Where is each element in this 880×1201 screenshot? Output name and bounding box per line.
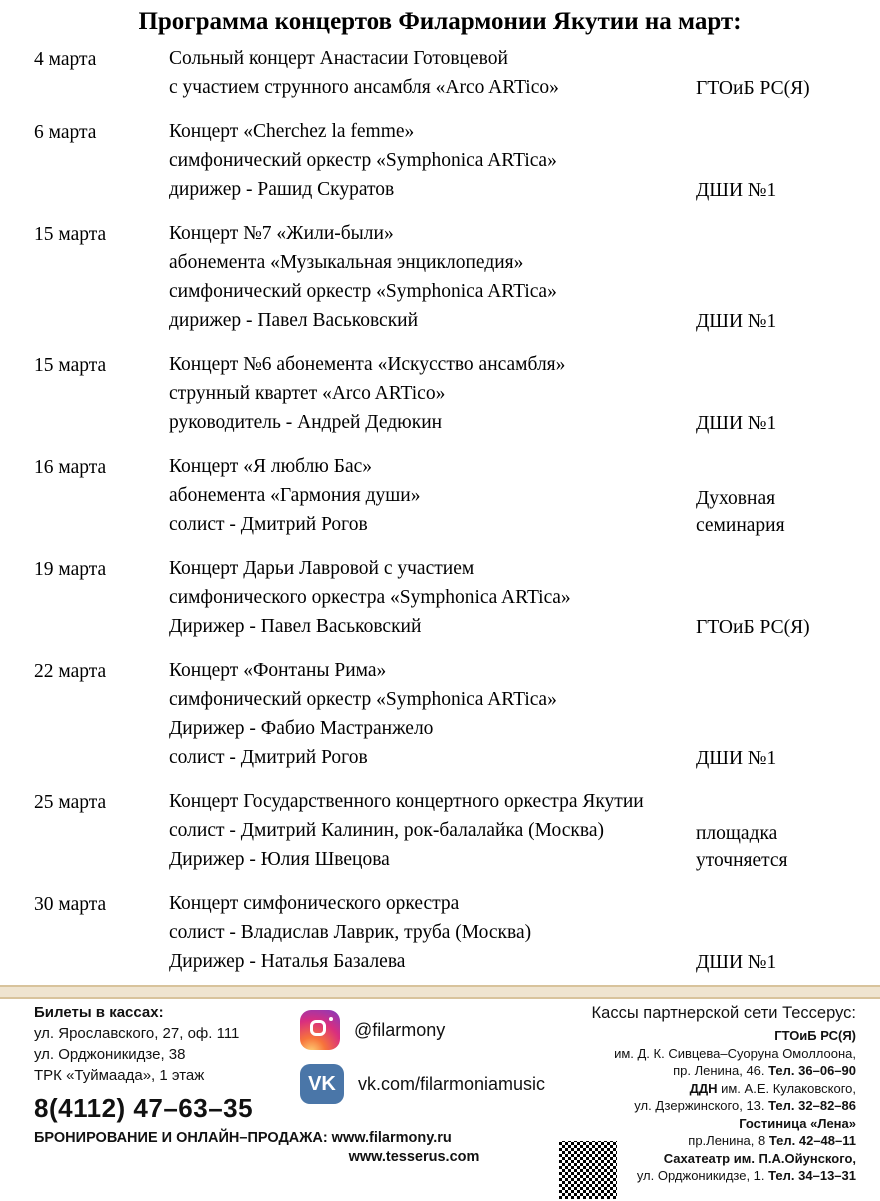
event-line: с участием струнного ансамбля «Arco ARTico»	[169, 77, 559, 98]
vk-icon[interactable]: VK	[300, 1064, 344, 1104]
instagram-icon[interactable]	[300, 1010, 340, 1050]
instagram-handle[interactable]: @filarmony	[354, 1019, 446, 1040]
event-venue	[694, 745, 846, 772]
event-row	[34, 452, 846, 539]
partner-address-text: ул. Орджоникидзе, 1.	[636, 1168, 765, 1183]
booking-line[interactable]: БРОНИРОВАНИЕ И ОНЛАЙН–ПРОДАЖА: www.filarmony.ru	[34, 1130, 452, 1146]
partner-phone[interactable]: Тел. 32–82–86	[768, 1098, 856, 1113]
page-title: Программа концертов Филармонии Якутии на март:	[138, 8, 742, 35]
event-line: Концерт «Cherchez la femme»	[169, 121, 415, 142]
partner-address-text: ул. Дзержинского, 13.	[634, 1098, 765, 1113]
tesserus-site[interactable]: www.tesserus.com	[348, 1149, 480, 1165]
event-date: 15 марта	[34, 355, 107, 376]
event-date: 22 марта	[34, 661, 107, 682]
event-date: 30 марта	[34, 894, 107, 915]
partner-sub: им. А.Е. Кулаковского,	[721, 1080, 856, 1096]
partner-address	[526, 1062, 856, 1080]
box-office-address-1: ул. Ярославского, 27, оф. 111	[34, 1025, 240, 1042]
event-venue	[694, 949, 846, 976]
event-row	[34, 219, 846, 335]
event-line: абонемента «Гармония души»	[169, 485, 421, 506]
event-line: симфонического оркестра «Symphonica ARTica»	[169, 587, 571, 608]
event-row	[34, 656, 846, 772]
qr-code-icon[interactable]	[557, 1139, 619, 1201]
event-date: 15 марта	[34, 224, 107, 245]
event-line: симфонический оркестр «Symphonica ARTica»	[169, 689, 557, 710]
partner-address-text: пр. Ленина, 46.	[673, 1063, 765, 1078]
box-office-address-2: ул. Орджоникидзе, 38	[34, 1046, 186, 1063]
partner-name: Сахатеатр	[663, 1150, 731, 1166]
partner-sub: им. П.А.Ойунского,	[733, 1150, 856, 1166]
event-line: Дирижер - Фабио Мастранжело	[169, 718, 434, 739]
partner-address	[526, 1097, 856, 1115]
venue-line: Духовная	[696, 488, 776, 509]
event-row	[34, 117, 846, 204]
event-line: симфонический оркестр «Symphonica ARTica»	[169, 150, 557, 171]
partner-sub: им. Д. К. Сивцева–Суоруна Омоллоона,	[614, 1045, 856, 1061]
event-venue	[694, 410, 846, 437]
event-line: Концерт №7 «Жили-были»	[169, 223, 394, 244]
venue-line: ДШИ №1	[696, 180, 777, 201]
venue-line: ГТОиБ РС(Я)	[696, 617, 810, 638]
event-description	[169, 452, 694, 539]
event-description	[169, 787, 694, 874]
event-line: абонемента «Музыкальная энциклопедия»	[169, 252, 524, 273]
venue-line: уточняется	[696, 850, 788, 871]
event-date: 4 марта	[34, 49, 97, 70]
event-line: дирижер - Павел Васьковский	[169, 310, 419, 331]
event-description	[169, 44, 694, 102]
tickets-header: Билеты в кассах:	[34, 1004, 164, 1021]
partner-name: Гостиница «Лена»	[739, 1115, 856, 1131]
event-line: Дирижер - Наталья Базалева	[169, 951, 406, 972]
event-description	[169, 350, 694, 437]
event-description	[169, 554, 694, 641]
event-line: Концерт симфонического оркестра	[169, 893, 460, 914]
event-line: симфонический оркестр «Symphonica ARTica»	[169, 281, 557, 302]
event-line: дирижер - Рашид Скуратов	[169, 179, 395, 200]
event-venue	[694, 820, 846, 874]
event-line: Концерт «Я люблю Бас»	[169, 456, 372, 477]
venue-line: ДШИ №1	[696, 413, 777, 434]
event-row	[34, 787, 846, 874]
event-line: Дирижер - Павел Васьковский	[169, 616, 422, 637]
event-line: солист - Дмитрий Рогов	[169, 747, 368, 768]
partner-phone[interactable]: Тел. 42–48–11	[768, 1133, 856, 1148]
partners-title: Кассы партнерской сети Тессерус:	[591, 1004, 856, 1022]
event-line: Сольный концерт Анастасии Готовцевой	[169, 48, 508, 69]
event-description	[169, 656, 694, 772]
event-line: солист - Дмитрий Калинин, рок-балалайка (Москва)	[169, 820, 604, 841]
venue-line: ГТОиБ РС(Я)	[696, 78, 810, 99]
venue-line: семинария	[696, 515, 785, 536]
venue-line: ДШИ №1	[696, 311, 777, 332]
event-date: 6 марта	[34, 122, 97, 143]
event-venue	[694, 75, 846, 102]
partner-phone[interactable]: Тел. 36–06–90	[768, 1063, 856, 1078]
event-line: струнный квартет «Arco ARTico»	[169, 383, 446, 404]
venue-line: ДШИ №1	[696, 952, 777, 973]
event-venue	[694, 614, 846, 641]
event-line: Концерт Дарьи Лавровой с участием	[169, 558, 475, 579]
partner-item	[526, 1080, 856, 1115]
event-line: руководитель - Андрей Дедюкин	[169, 412, 443, 433]
partner-header	[526, 1080, 856, 1098]
footer	[0, 997, 880, 1200]
event-row	[34, 889, 846, 976]
event-line: Дирижер - Юлия Швецова	[169, 849, 390, 870]
venue-line: площадка	[696, 823, 778, 844]
event-row	[34, 350, 846, 437]
event-description	[169, 117, 694, 204]
event-venue	[694, 485, 846, 539]
event-description	[169, 219, 694, 335]
event-row	[34, 44, 846, 102]
vk-handle[interactable]: vk.com/filarmoniamusic	[358, 1073, 546, 1094]
event-line: Концерт Государственного концертного оркестра Якутии	[169, 791, 644, 812]
venue-line: ДШИ №1	[696, 748, 777, 769]
event-line: солист - Дмитрий Рогов	[169, 514, 368, 535]
event-description	[169, 889, 694, 976]
partner-address-text: пр.Ленина, 8	[688, 1133, 766, 1148]
event-date: 19 марта	[34, 559, 107, 580]
event-line: Концерт «Фонтаны Рима»	[169, 660, 387, 681]
partner-name: ГТОиБ РС(Я)	[774, 1028, 856, 1043]
box-office-address-3: ТРК «Туймаада», 1 этаж	[34, 1067, 205, 1084]
event-line: солист - Владислав Лаврик, труба (Москва)	[169, 922, 532, 943]
partner-item	[526, 1027, 856, 1080]
partner-name: ДДН	[689, 1080, 718, 1096]
event-date: 25 марта	[34, 792, 107, 813]
event-date: 16 марта	[34, 457, 107, 478]
event-row	[34, 554, 846, 641]
partner-phone[interactable]: Тел. 34–13–31	[768, 1168, 856, 1183]
event-line: Концерт №6 абонемента «Искусство ансамбля»	[169, 354, 566, 375]
concert-schedule	[0, 44, 880, 976]
event-venue	[694, 177, 846, 204]
event-venue	[694, 308, 846, 335]
phone-number[interactable]: 8(4112) 47–63–35	[34, 1093, 254, 1123]
